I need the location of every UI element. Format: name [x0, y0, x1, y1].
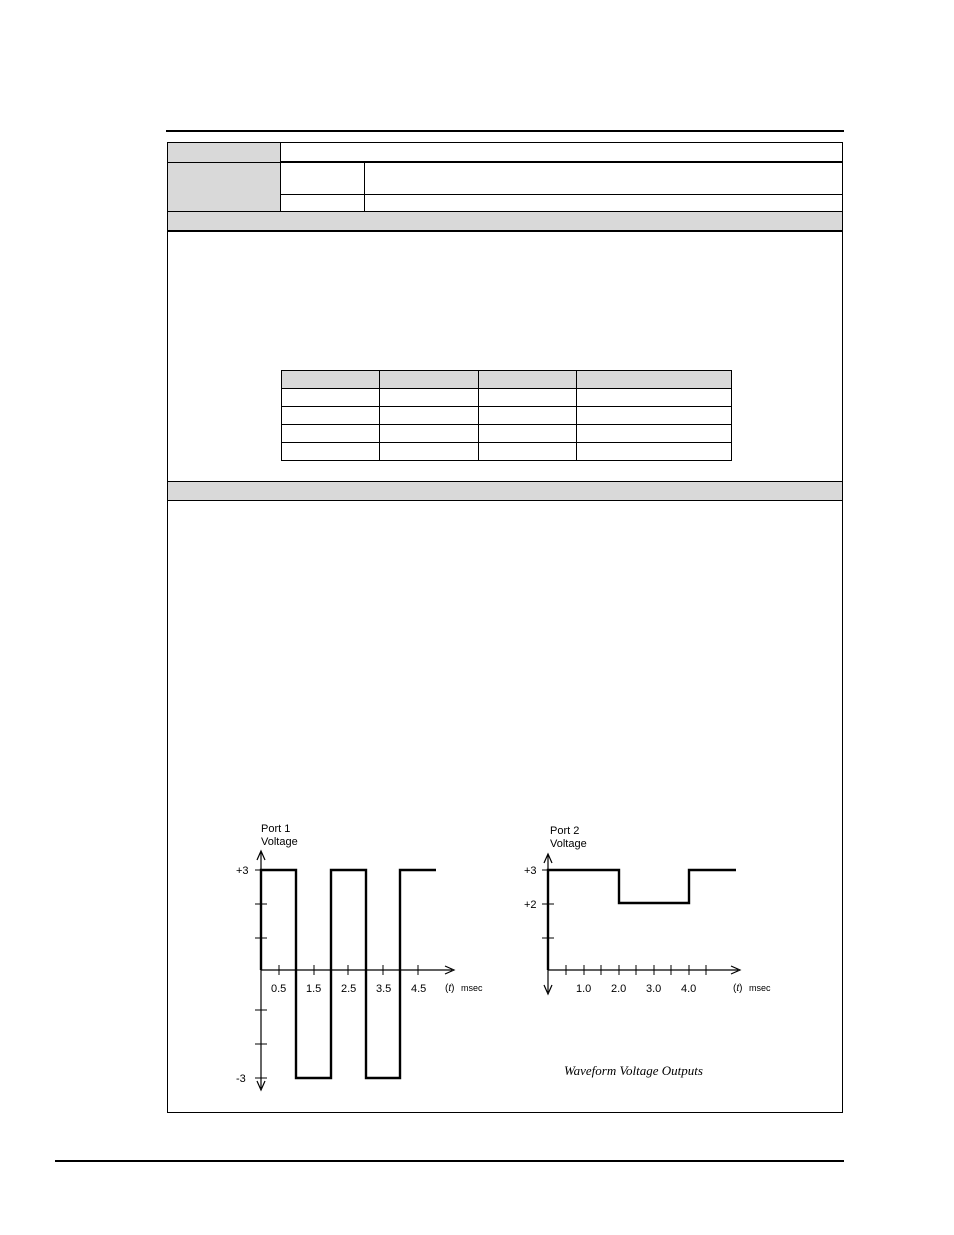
port1-unit-label: msec: [461, 983, 483, 993]
port1-xtick-3-5: 3.5: [376, 983, 392, 995]
port2-ytick-plus2: +2: [524, 899, 537, 911]
port2-ylabel-line1: Port 2: [550, 825, 580, 837]
port2-chart: [524, 825, 771, 995]
port1-xtick-0-5: 0.5: [271, 983, 287, 995]
port1-ytick-plus3: +3: [236, 865, 249, 877]
bottom-rule: [55, 1160, 844, 1162]
port2-unit-label: msec: [749, 983, 771, 993]
port1-time-label: (t): [445, 983, 455, 994]
port1-ylabel-line1: Port 1: [261, 823, 291, 835]
port2-xtick-3-0: 3.0: [646, 983, 662, 995]
port2-xtick-4-0: 4.0: [681, 983, 697, 995]
port2-waveform: [548, 870, 736, 970]
port1-ylabel-line2: Voltage: [261, 836, 298, 848]
port2-xtick-2-0: 2.0: [611, 983, 627, 995]
port2-time-label: (t): [733, 983, 743, 994]
figure-caption: Waveform Voltage Outputs: [564, 1063, 703, 1078]
port2-ylabel-line2: Voltage: [550, 838, 587, 850]
port2-ytick-plus3: +3: [524, 865, 537, 877]
port1-chart: [236, 823, 483, 1090]
port1-xtick-2-5: 2.5: [341, 983, 357, 995]
port1-xtick-4-5: 4.5: [411, 983, 427, 995]
port1-xtick-1-5: 1.5: [306, 983, 322, 995]
port1-ytick-minus3: -3: [236, 1073, 246, 1085]
port2-xtick-1-0: 1.0: [576, 983, 592, 995]
